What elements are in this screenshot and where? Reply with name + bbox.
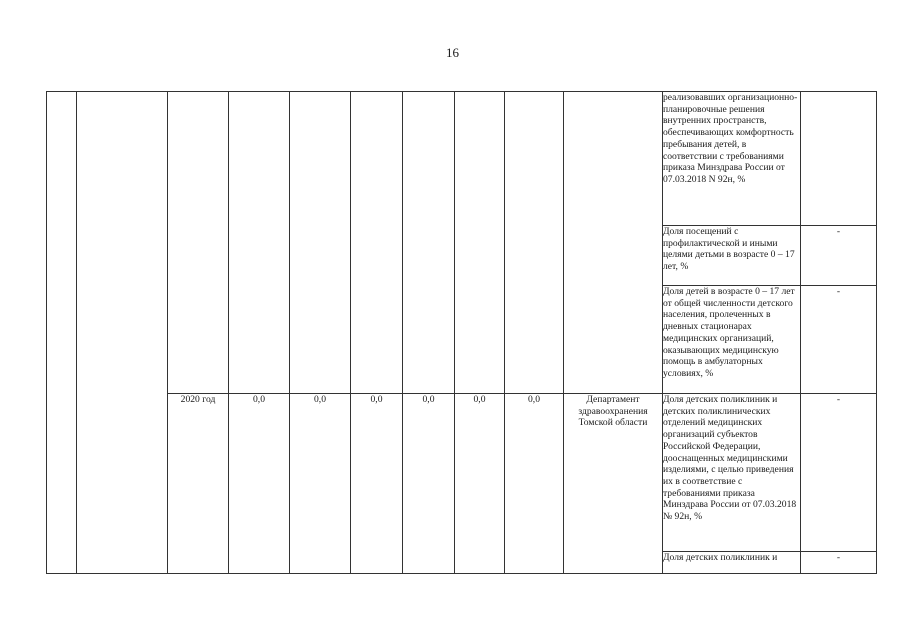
year-cell-previous (168, 92, 229, 394)
indicator-value: - (801, 394, 877, 552)
executor-cell-previous (564, 92, 663, 394)
indicator-name: Доля детских поликлиник и детских поликлинических отделений медицинских организаций субъектов Российской Федерации, дооснащенных медицинскими изделиями, с целью приведения их в соответствие с требованиями приказа Минздрава России от 07.03.2018 № 92н, % (663, 394, 801, 552)
indicator-name: Доля детских поликлиник и (663, 552, 801, 574)
page-number: 16 (446, 45, 459, 60)
table-row (47, 92, 877, 226)
indicator-name: Доля посещений с профилактической и иными целями детьми в возрасте 0 – 17 лет, % (663, 226, 801, 286)
value-cell: 0,0 (290, 394, 351, 574)
indicator-value (801, 92, 877, 226)
year-cell: 2020 год (168, 394, 229, 574)
number-cell (47, 92, 77, 574)
value-cell: 0,0 (403, 394, 455, 574)
program-table (46, 91, 877, 574)
value-cell-previous (351, 92, 403, 394)
indicator-name: реализовавших организационно-планировочные решения внутренних пространств, обеспечивающих комфортность пребывания детей, в соответствии с требованиями приказа Минздрава России от 07.03.2018 N 92н, % (663, 92, 801, 226)
value-cell-previous (403, 92, 455, 394)
value-cell: 0,0 (455, 394, 505, 574)
value-cell-previous (455, 92, 505, 394)
value-cell-previous (505, 92, 564, 394)
value-cell: 0,0 (351, 394, 403, 574)
indicator-value: - (801, 286, 877, 394)
value-cell-previous (229, 92, 290, 394)
value-cell: 0,0 (505, 394, 564, 574)
indicator-value: - (801, 226, 877, 286)
activity-name-cell (77, 92, 168, 574)
executor-cell: Департамент здравоохранения Томской области (564, 394, 663, 574)
value-cell-previous (290, 92, 351, 394)
value-cell: 0,0 (229, 394, 290, 574)
indicator-value: - (801, 552, 877, 574)
indicator-name: Доля детей в возрасте 0 – 17 лет от общей численности детского населения, пролеченных в дневных стационарах медицинских организаций, оказывающих медицинскую помощь в амбулаторных условиях, % (663, 286, 801, 394)
table-row (47, 394, 877, 552)
